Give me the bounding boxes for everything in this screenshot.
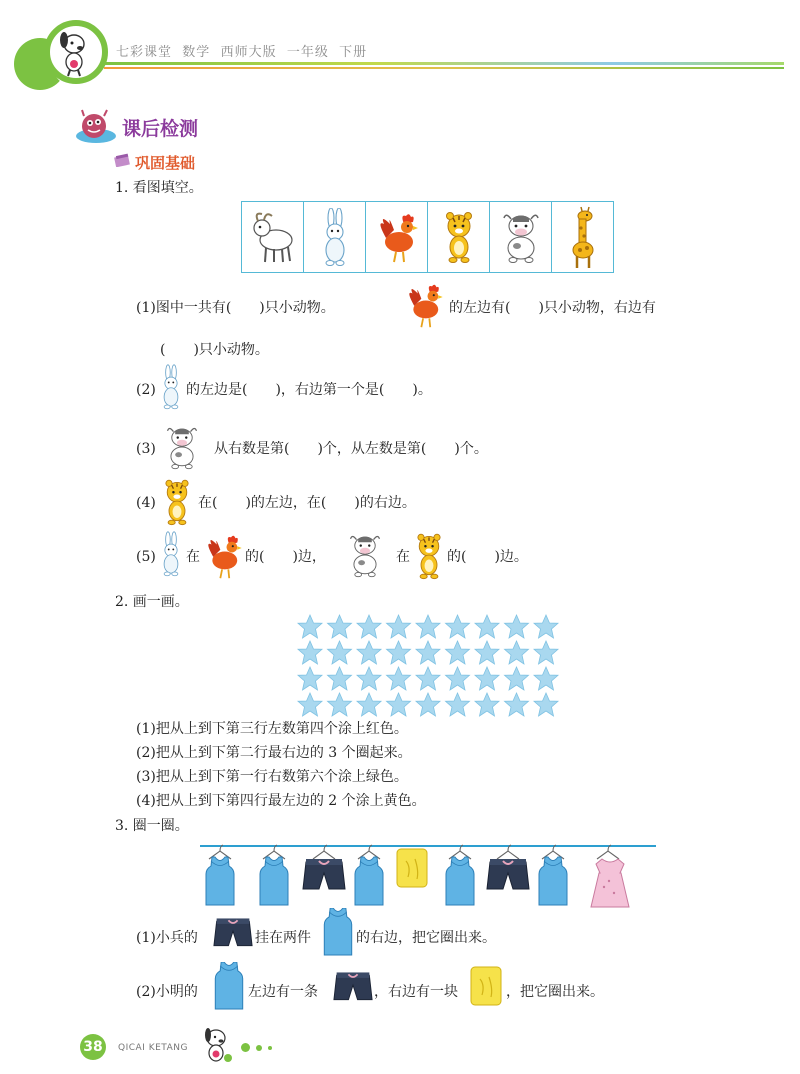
rabbit-inline-icon (158, 364, 184, 410)
section-monster-icon (74, 106, 118, 146)
animal-table (241, 201, 614, 273)
q2-title: 2. 画一画。 (115, 594, 189, 610)
shorts-inline-icon (213, 917, 253, 949)
q2-item-1: (1)把从上到下第三行左数第四个涂上红色。 (136, 721, 408, 737)
q1-part3-label: (3) (136, 441, 156, 457)
star-icon (298, 693, 322, 716)
animal-cell (552, 202, 613, 272)
footer-dot (268, 1046, 272, 1050)
star-icon (446, 615, 470, 638)
star-icon (505, 693, 529, 716)
rooster-icon (376, 210, 418, 264)
star-icon (416, 693, 440, 716)
animal-cell (304, 202, 366, 272)
footer-dot (256, 1045, 262, 1051)
q1-part2-text: 的左边是( )，右边第一个是( )。 (186, 382, 432, 398)
tiger-inline-icon (410, 532, 448, 580)
star-icon (534, 641, 558, 664)
star-icon (416, 641, 440, 664)
star-icon (328, 641, 352, 664)
vest-icon (355, 857, 383, 905)
cow-inline-icon (160, 424, 204, 470)
hanger-icon (313, 845, 335, 859)
vest-icon (539, 857, 567, 905)
star-icon (357, 693, 381, 716)
goat-icon (252, 208, 294, 266)
star-icon (387, 667, 411, 690)
footer-dog-icon (198, 1024, 238, 1064)
q1-part5-text-c: 的( )边， (245, 549, 326, 565)
animal-cell (428, 202, 490, 272)
towel-inline-icon (470, 966, 502, 1006)
q1-part1-text-a: (1)图中一共有( )只小动物。 (136, 300, 335, 316)
animal-cell (490, 202, 552, 272)
star-icon (505, 641, 529, 664)
q1-part5-text-b: 在 (186, 549, 200, 565)
header-series: 七彩课堂 (116, 45, 173, 60)
star-icon (298, 641, 322, 664)
star-icon (357, 667, 381, 690)
header-edition: 西师大版 (220, 45, 277, 60)
star-icon (298, 615, 322, 638)
vest-icon (206, 857, 234, 905)
shorts-inline-icon (333, 971, 373, 1003)
mascot-dog-icon (40, 14, 112, 86)
q3-part1-text-a: (1)小兵的 (136, 930, 198, 946)
star-icon (446, 641, 470, 664)
star-icon (357, 641, 381, 664)
page-number: 38 (80, 1034, 106, 1060)
q1-part4-label: (4) (136, 495, 156, 511)
star-icon (298, 667, 322, 690)
rabbit-inline-icon (158, 530, 184, 578)
q3-part1-text-c: 的右边，把它圈出来。 (356, 930, 496, 946)
star-icon (475, 667, 499, 690)
footer-brand: QICAI KETANG (118, 1043, 188, 1053)
q3-part2-text-a: (2)小明的 (136, 984, 198, 1000)
tiger-inline-icon (158, 478, 196, 526)
star-icon (328, 693, 352, 716)
q1-part5-text-e: 的( )边。 (447, 549, 528, 565)
q1-part1-text-c: ( )只小动物。 (160, 342, 269, 358)
vest-icon (260, 857, 288, 905)
star-icon (387, 693, 411, 716)
q1-part2-label: (2) (136, 382, 156, 398)
rooster-inline-icon (203, 532, 243, 580)
q1-part5-text-d: 在 (396, 549, 410, 565)
q1-part3-text: 从右数是第( )个，从左数是第( )个。 (214, 441, 488, 457)
giraffe-icon (563, 206, 603, 268)
sub-title: 巩固基础 (135, 154, 196, 172)
rooster-inline-icon (404, 281, 444, 329)
header-rule (104, 62, 784, 65)
star-icon (387, 615, 411, 638)
towel-icon (397, 849, 427, 887)
hanger-icon (597, 845, 619, 859)
q2-item-3: (3)把从上到下第一行右数第六个涂上绿色。 (136, 769, 408, 785)
q3-title: 3. 圈一圈。 (115, 818, 189, 834)
star-icon (416, 615, 440, 638)
shorts-icon (487, 859, 529, 889)
rabbit-icon (318, 208, 352, 266)
star-icon (505, 615, 529, 638)
clothes-row-svg (200, 843, 660, 913)
star-icon (416, 667, 440, 690)
tiger-icon (441, 210, 477, 264)
q1-title: 1. 看图填空。 (115, 180, 203, 196)
q1-part1-text-b: 的左边有( )只小动物，右边有 (449, 300, 656, 316)
hanger-icon (497, 845, 519, 859)
q3-part2-text-b: 左边有一条 (248, 984, 318, 1000)
q3-part2-text-d: ，把它圈出来。 (506, 984, 604, 1000)
vest-inline-icon (323, 908, 353, 956)
q1-part5-label: (5) (136, 549, 156, 565)
animal-cell (242, 202, 304, 272)
sub-title-book-icon (114, 153, 132, 167)
star-icon (328, 667, 352, 690)
q2-item-4: (4)把从上到下第四行最左边的 2 个涂上黄色。 (136, 793, 426, 809)
header-rule-secondary (104, 67, 784, 69)
q1-part4-text: 在( )的左边，在( )的右边。 (198, 495, 416, 511)
clothes-row (200, 843, 660, 913)
header-volume: 下册 (339, 45, 368, 60)
star-icon (534, 615, 558, 638)
star-grid (296, 613, 564, 719)
vest-icon (446, 857, 474, 905)
vest-inline-icon (214, 962, 244, 1010)
star-icon (475, 615, 499, 638)
star-icon (357, 615, 381, 638)
star-icon (534, 667, 558, 690)
dress-icon (591, 859, 629, 907)
cow-icon (501, 210, 541, 264)
star-icon (505, 667, 529, 690)
q3-part2-text-c: ，右边有一块 (374, 984, 458, 1000)
header-title (116, 41, 367, 60)
star-icon (387, 641, 411, 664)
star-icon (446, 693, 470, 716)
star-icon (534, 693, 558, 716)
q3-part1-text-b: 挂在两件 (255, 930, 311, 946)
q2-item-2: (2)把从上到下第二行最右边的 3 个圈起来。 (136, 745, 412, 761)
shorts-icon (303, 859, 345, 889)
star-icon (328, 615, 352, 638)
star-icon (446, 667, 470, 690)
section-title: 课后检测 (122, 118, 199, 140)
star-icon (475, 693, 499, 716)
star-grid-svg (296, 613, 564, 719)
animal-cell (366, 202, 428, 272)
footer-dot (241, 1043, 250, 1052)
cow-inline-icon (340, 532, 390, 578)
star-icon (475, 641, 499, 664)
header-grade: 一年级 (286, 45, 329, 60)
header-subject: 数学 (182, 45, 211, 60)
